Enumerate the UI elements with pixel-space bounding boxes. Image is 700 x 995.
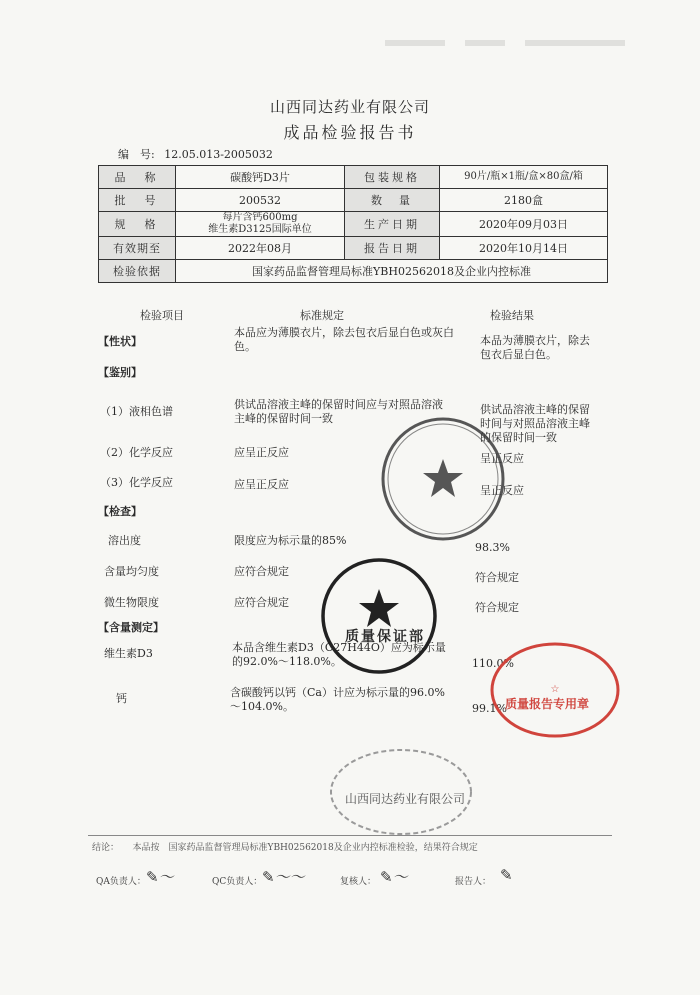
mfg-label: 生产日期 [345,212,440,237]
reporter-label: 报告人： [455,877,492,887]
footer-divider [88,835,612,836]
qa-signature: ✎～ [146,868,174,886]
hplc-res: 供试品溶液主峰的保留时间与对照品溶液主峰的保留时间一致 [480,403,590,444]
report-date: 2020年10月14日 [440,237,608,260]
dissolution-std: 限度应为标示量的85% [234,534,347,547]
chem2-std: 应呈正反应 [234,446,289,459]
qty-label: 数 量 [345,189,440,212]
qc-stamp [377,413,509,545]
dissolution-res: 98.3% [475,541,510,554]
qc-signature: ✎～～ [262,868,305,886]
header-std: 标准规定 [300,309,344,322]
basis: 国家药品监督管理局标准YBH02562018及企业内控标准 [176,260,608,283]
document-number [118,146,279,162]
vitd-res: 110.0% [472,657,514,670]
product-info-table [98,165,608,283]
name-label: 品 称 [99,166,176,189]
table-row [99,260,608,283]
exp-date: 2022年08月 [176,237,345,260]
product-name: 碳酸钙D3片 [176,166,345,189]
hplc-std: 供试品溶液主峰的保留时间应与对照品溶液主峰的保留时间一致 [234,398,443,425]
scan-smudge [465,40,505,46]
report-label: 报告日期 [345,237,440,260]
table-row [99,189,608,212]
company-name: 山西同达药业有限公司 [269,98,430,116]
quantity: 2180盒 [440,189,608,212]
batch-label: 批 号 [99,189,176,212]
uniformity-res: 符合规定 [475,571,519,584]
faint-stamp-text: 山西同达药业有限公司 [345,792,466,806]
document-title: 成品检验报告书 [283,123,417,142]
ca-res: 99.1% [472,702,507,715]
spec-line-2: 维生素D3125国际单位 [208,224,312,235]
chem3-res: 呈正反应 [480,484,524,497]
hplc-item: （1）液相色谱 [100,405,173,418]
pack-spec: 90片/瓶×1瓶/盒×80盒/箱 [440,166,608,189]
table-row [99,166,608,189]
doc-no-value: 12.05.013-2005032 [164,148,273,161]
section-identify: 【鉴别】 [98,366,142,379]
micro-res: 符合规定 [475,601,519,614]
spec-label: 规 格 [99,212,176,237]
pack-label: 包装规格 [345,166,440,189]
uniformity-std: 应符合规定 [234,565,289,578]
chem2-item: （2）化学反应 [100,446,173,459]
vitd-std: 本品含维生素D3（C27H44O）应为标示量的92.0%～118.0%。 [232,641,446,668]
chem3-std: 应呈正反应 [234,478,289,491]
section-check: 【检查】 [98,505,142,518]
scan-smudge [385,40,445,46]
vitd-item: 维生素D3 [104,647,153,660]
reporter-signature: ✎ [500,866,513,884]
micro-std: 应符合规定 [234,596,289,609]
spec [176,212,345,237]
section-assay: 【含量测定】 [98,621,164,634]
batch-no: 200532 [176,189,345,212]
ca-std: 含碳酸钙以钙（Ca）计应为标示量的96.0%～104.0%。 [230,686,445,713]
uniformity-item: 含量均匀度 [104,565,159,578]
chem3-item: （3）化学反应 [100,476,173,489]
ca-item: 钙 [116,692,127,705]
appearance-std: 本品应为薄膜衣片，除去包衣后显白色或灰白色。 [234,326,454,353]
reviewer-signature: ✎～ [380,868,408,886]
qa-label: QA负责人： [96,877,146,887]
table-row [99,237,608,260]
dissolution-item: 溶出度 [108,534,141,547]
red-stamp [488,640,623,740]
section-appearance: 【性状】 [98,335,142,348]
appearance-res: 本品为薄膜衣片，除去包衣后显白色。 [480,334,590,361]
qa-stamp [318,555,440,677]
basis-label: 检验依据 [99,260,176,283]
reviewer-label: 复核人： [340,877,377,887]
mfg-date: 2020年09月03日 [440,212,608,237]
header-res: 检验结果 [490,309,534,322]
conclusion: 结论： 本品按 国家药品监督管理局标准YBH02562018及企业内控标准检验，结果符合规定 [92,843,478,853]
spec-line-1: 每片含钙600mg [222,212,298,223]
chem2-res: 呈正反应 [480,452,524,465]
qc-label: QC负责人： [212,877,263,887]
micro-item: 微生物限度 [104,596,159,609]
red-stamp-sub: 质量报告专用章 [505,697,590,711]
qa-stamp-sub: 质量保证部 [345,629,425,645]
scan-smudge [525,40,625,46]
doc-no-label: 编 号: [118,148,155,161]
header-item: 检验项目 [140,309,184,322]
table-row [99,212,608,237]
svg-text:☆: ☆ [550,684,560,695]
exp-label: 有效期至 [99,237,176,260]
